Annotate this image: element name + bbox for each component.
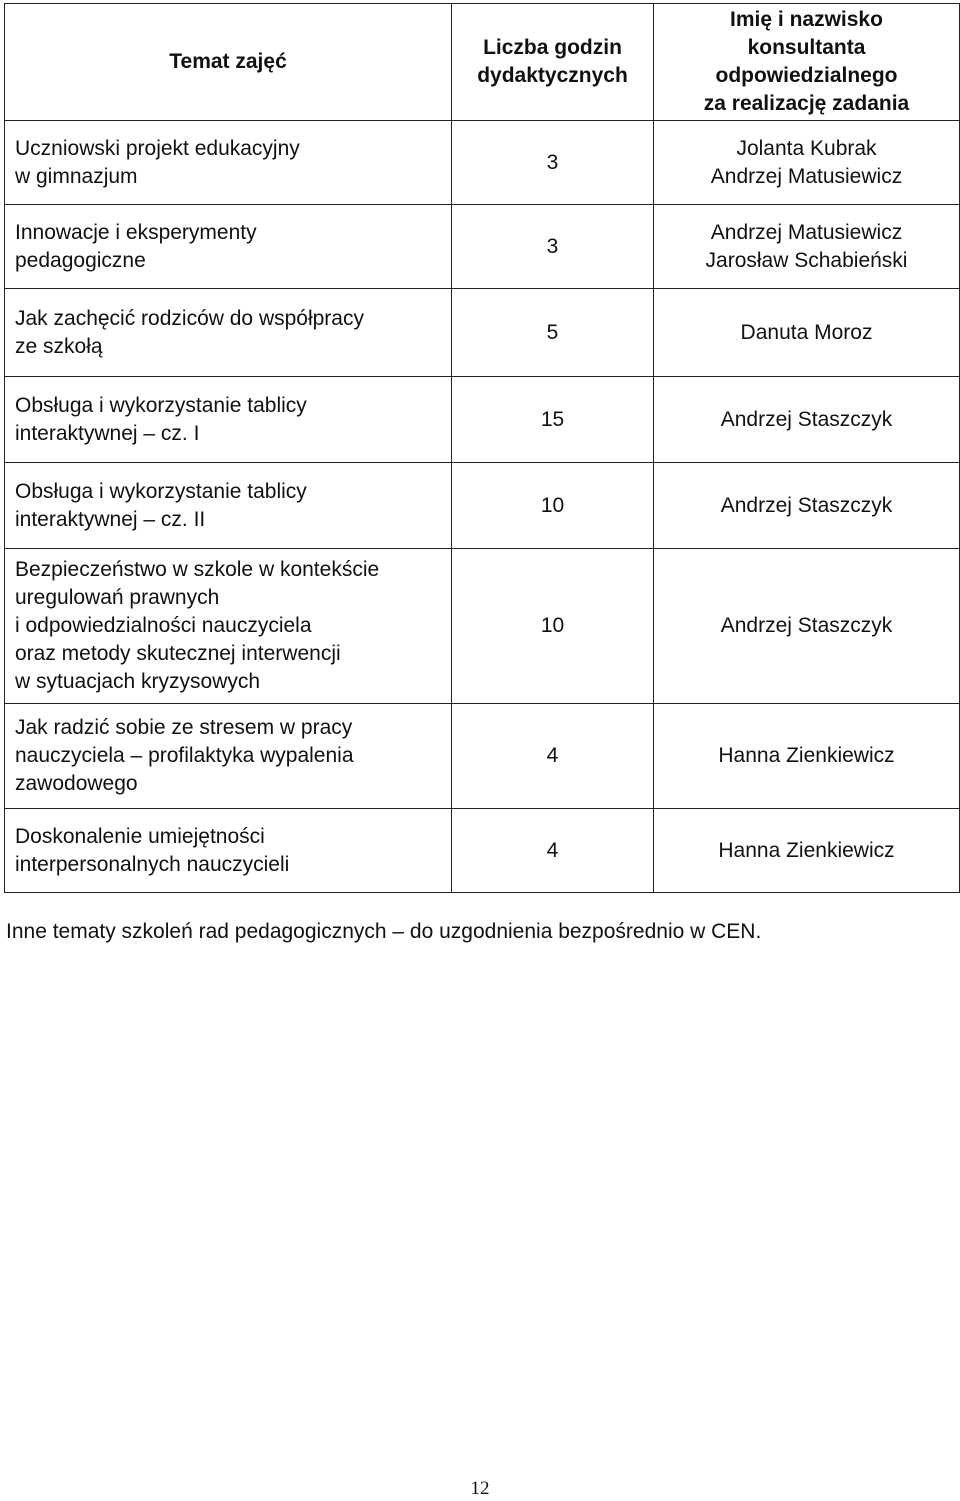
topic-line: oraz metody skutecznej interwencji: [15, 642, 341, 665]
consultant-name: Jolanta Kubrak: [736, 136, 877, 160]
topic-line: ze szkołą: [15, 334, 103, 358]
consultant-cell: [654, 704, 960, 809]
topic-cell: [5, 289, 452, 377]
table-row: [5, 809, 960, 893]
header-consultant-line: odpowiedzialnego: [715, 64, 898, 87]
table-row: [5, 549, 960, 704]
topic-cell: [5, 377, 452, 463]
consultant-name: Danuta Moroz: [740, 320, 873, 344]
consultant-cell: [654, 121, 960, 205]
header-consultant-line: konsultanta: [747, 36, 866, 59]
consultant-cell: [654, 289, 960, 377]
topic-line: i odpowiedzialności nauczyciela: [15, 614, 312, 637]
page-number: 12: [470, 1478, 490, 1499]
topic-line: interpersonalnych nauczycieli: [15, 852, 290, 876]
footer-note: Inne tematy szkoleń rad pedagogicznych – do uzgodnienia bezpośrednio w CEN.: [6, 920, 762, 943]
consultant-name: Hanna Zienkiewicz: [718, 838, 895, 862]
topic-line: Uczniowski projekt edukacyjny: [15, 136, 300, 160]
header-hours: [452, 4, 654, 121]
table-row: [5, 377, 960, 463]
consultant-name: Andrzej Staszczyk: [720, 614, 893, 637]
hours-cell: 3: [452, 205, 654, 289]
consultant-cell: [654, 549, 960, 704]
topic-line: interaktywnej – cz. II: [15, 507, 206, 531]
consultant-name: Andrzej Matusiewicz: [710, 220, 903, 244]
table-row: [5, 704, 960, 809]
topic-line: Doskonalenie umiejętności: [15, 824, 265, 848]
topic-line: Bezpieczeństwo w szkole w kontekście: [15, 558, 380, 581]
header-hours-line: Liczba godzin: [483, 36, 622, 59]
consultant-name: Andrzej Staszczyk: [720, 493, 893, 517]
training-topics-table: [4, 3, 960, 893]
topic-line: interaktywnej – cz. I: [15, 421, 200, 445]
topic-cell: [5, 121, 452, 205]
topic-line: w gimnazjum: [15, 164, 138, 188]
header-hours-line: dydaktycznych: [477, 64, 628, 87]
hours-cell: 10: [452, 463, 654, 549]
hours-cell: 4: [452, 809, 654, 893]
consultant-cell: [654, 205, 960, 289]
table-header-row: [5, 4, 960, 121]
topic-cell: [5, 809, 452, 893]
consultant-name: Andrzej Staszczyk: [720, 407, 893, 431]
consultant-cell: [654, 463, 960, 549]
table-row: [5, 121, 960, 205]
consultant-name: Andrzej Matusiewicz: [710, 164, 903, 188]
hours-cell: 5: [452, 289, 654, 377]
hours-cell: 10: [452, 549, 654, 704]
topic-line: Obsługa i wykorzystanie tablicy: [15, 393, 307, 417]
header-topic: Temat zajęć: [5, 4, 452, 121]
table-row: [5, 205, 960, 289]
consultant-cell: [654, 377, 960, 463]
topic-line: w sytuacjach kryzysowych: [15, 670, 261, 693]
hours-cell: 15: [452, 377, 654, 463]
header-consultant-line: za realizację zadania: [703, 92, 910, 115]
table-row: [5, 289, 960, 377]
header-consultant: [654, 4, 960, 121]
topic-cell: [5, 205, 452, 289]
topic-line: Innowacje i eksperymenty: [15, 220, 257, 244]
topic-line: uregulowań prawnych: [15, 586, 220, 609]
header-consultant-line: Imię i nazwisko: [730, 8, 883, 31]
topic-line: Obsługa i wykorzystanie tablicy: [15, 479, 307, 503]
topic-line: Jak radzić sobie ze stresem w pracy: [15, 716, 353, 739]
topic-cell: [5, 549, 452, 704]
topic-line: zawodowego: [15, 772, 138, 795]
hours-cell: 3: [452, 121, 654, 205]
topic-cell: [5, 704, 452, 809]
topic-cell: [5, 463, 452, 549]
consultant-name: Jarosław Schabieński: [705, 248, 908, 272]
topic-line: nauczyciela – profilaktyka wypalenia: [15, 744, 354, 767]
consultant-name: Hanna Zienkiewicz: [718, 744, 895, 767]
consultant-cell: [654, 809, 960, 893]
topic-line: pedagogiczne: [15, 248, 146, 272]
hours-cell: 4: [452, 704, 654, 809]
topic-line: Jak zachęcić rodziców do współpracy: [15, 306, 364, 330]
table-row: [5, 463, 960, 549]
